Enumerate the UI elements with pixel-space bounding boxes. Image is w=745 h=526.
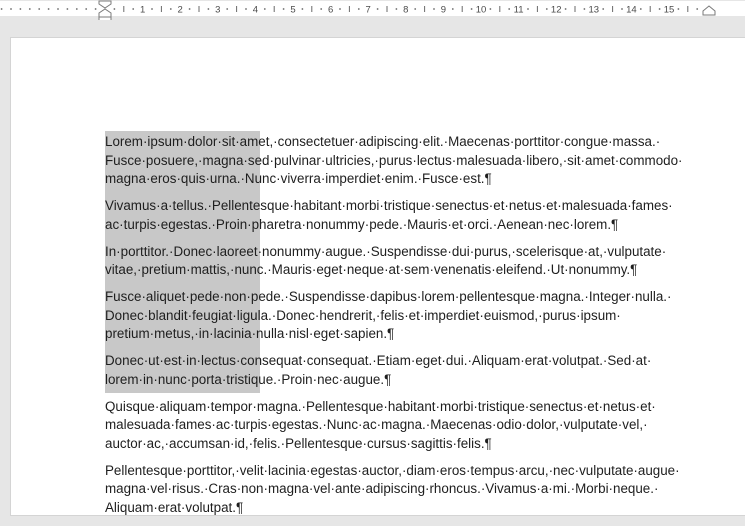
ruler-dot: [678, 8, 680, 10]
ruler-dot: [114, 8, 116, 10]
ruler-dot: [264, 8, 266, 10]
ruler-dot: [320, 8, 322, 10]
ruler-dot: [85, 8, 87, 10]
ruler-dot: [358, 8, 360, 10]
ruler-dot: [10, 8, 12, 10]
first-line-indent-marker: [99, 1, 111, 8]
ruler-dot: [696, 8, 698, 10]
ruler-dot: [67, 8, 69, 10]
ruler-dot: [508, 8, 510, 10]
text-line: ac·turpis·egestas.·Proin·pharetra·nonummy·pede.·Mauris·et·orci.·Aenean·nec·lorem.¶: [105, 216, 619, 232]
ruler-number: 3: [215, 4, 221, 16]
ruler-dot: [283, 8, 285, 10]
text-line: Fusce·aliquet·pede·non·pede.·Suspendisse·dapibus·lorem·pellentesque·magna.·Integer·nulla.·: [105, 289, 672, 304]
ruler-dot: [396, 8, 398, 10]
ruler-dot: [565, 8, 567, 10]
ruler-dot: [151, 8, 153, 10]
text-line: auctor·ac,·accumsan·id,·felis.·Pellentesque·cursus·sagittis·felis.¶: [105, 435, 492, 451]
text-line: Vivamus·a·tellus.·Pellentesque·habitant·morbi·tristique·senectus·et·netus·et·malesuada·fames·: [105, 198, 673, 213]
ruler-dot: [621, 8, 623, 10]
text-line: lorem·in·nunc·porta·tristique.·Proin·nec·augue.¶: [105, 371, 392, 387]
ruler-number: 11: [513, 4, 524, 16]
ruler-dot: [377, 8, 379, 10]
ruler-dot: [339, 8, 341, 10]
ruler-number: 7: [365, 4, 371, 16]
ruler-scale: [0, 0, 745, 20]
ruler-number: 10: [475, 4, 487, 16]
document-body[interactable]: [105, 133, 725, 526]
ruler-dot: [189, 8, 191, 10]
ruler-dot: [29, 8, 31, 10]
paragraph[interactable]: [105, 462, 725, 518]
ruler-dot: [38, 8, 40, 10]
paragraph[interactable]: [105, 133, 725, 189]
paragraph[interactable]: [105, 352, 725, 389]
ruler-number: 12: [550, 4, 562, 16]
paragraph[interactable]: [105, 243, 725, 280]
document-page[interactable]: [11, 38, 745, 515]
horizontal-ruler: [0, 0, 745, 20]
ruler-dot: [20, 8, 22, 10]
ruler-dot: [226, 8, 228, 10]
paragraph[interactable]: [105, 398, 725, 454]
text-line: vitae,·pretium·mattis,·nunc.·Mauris·eget·neque·at·sem·venenatis·eleifend.·Ut·nonummy.¶: [105, 262, 638, 277]
ruler-dot: [584, 8, 586, 10]
text-line: Donec·blandit·feugiat·ligula.·Donec·hendrerit,·felis·et·imperdiet·euismod,·purus·ipsum·: [105, 307, 621, 323]
text-line: malesuada·fames·ac·turpis·egestas.·Nunc·ac·magna.·Maecenas·odio·dolor,·vulputate·vel,·: [105, 417, 648, 432]
ruler-dot: [414, 8, 416, 10]
paragraph[interactable]: [105, 197, 725, 234]
text-line: In·porttitor.·Donec·laoreet·nonummy·augue.·Suspendisse·dui·purus,·scelerisque·at,·vulputate·: [105, 243, 667, 259]
text-line: Aliquam·erat·volutpat.¶: [105, 499, 244, 515]
text-line: magna·eros·quis·urna.·Nunc·viverra·imperdiet·enim.·Fusce·est.¶: [105, 171, 492, 186]
ruler-dot: [245, 8, 247, 10]
ruler-dot: [170, 8, 172, 10]
text-line: magna·vel·risus.·Cras·non·magna·vel·ante·adipiscing·rhoncus.·Vivamus·a·mi.·Morbi·neque.·: [105, 481, 659, 496]
ruler-dot: [132, 8, 134, 10]
ruler-dot: [302, 8, 304, 10]
text-line: Lorem·ipsum·dolor·sit·amet,·consectetuer·adipiscing·elit.·Maecenas·porttitor·congue·massa.·: [105, 134, 661, 149]
right-indent-marker: [703, 6, 715, 15]
ruler-dot: [546, 8, 548, 10]
ruler-dot: [433, 8, 435, 10]
ruler-dot: [208, 8, 210, 10]
ruler-dot: [471, 8, 473, 10]
ruler-number: 4: [252, 4, 259, 16]
ruler-dot: [1, 8, 3, 10]
ruler-number: 15: [663, 4, 675, 16]
text-line: pretium·metus,·in·lacinia·nulla·nisl·eget·sapien.¶: [105, 326, 395, 341]
ruler-number: 1: [139, 4, 146, 16]
ruler-dot: [490, 8, 492, 10]
text-line: Pellentesque·porttitor,·velit·lacinia·egestas·auctor,·diam·eros·tempus·arcu,·nec·vulputate·augue·: [105, 462, 680, 478]
hanging-indent-marker: [99, 9, 111, 17]
ruler-number: 14: [626, 4, 637, 16]
left-indent-marker: [99, 17, 111, 20]
ruler-dot: [48, 8, 50, 10]
paragraph[interactable]: [105, 288, 725, 344]
ruler-number: 6: [327, 4, 334, 16]
ruler-number: 9: [440, 4, 447, 16]
ruler-dot: [76, 8, 78, 10]
ruler-dot: [640, 8, 642, 10]
text-line: Quisque·aliquam·tempor·magna.·Pellentesque·habitant·morbi·tristique·senectus·et·netus·et·: [105, 398, 656, 414]
ruler-dot: [57, 8, 59, 10]
ruler-dot: [602, 8, 604, 10]
ruler-number: 5: [290, 4, 296, 16]
ruler-number: 13: [588, 4, 600, 16]
ruler-dot: [659, 8, 661, 10]
ruler-dot: [95, 8, 97, 10]
ruler-dot: [452, 8, 454, 10]
text-line: Fusce·posuere,·magna·sed·pulvinar·ultricies,·purus·lectus·malesuada·libero,·sit·amet·commodo·: [105, 152, 683, 168]
ruler-number: 8: [403, 4, 409, 16]
text-line: Donec·ut·est·in·lectus·consequat·consequat.·Etiam·eget·dui.·Aliquam·erat·volutpat.·Sed·at·: [105, 353, 652, 368]
ruler-number: 2: [177, 4, 183, 16]
ruler-dot: [527, 8, 529, 10]
